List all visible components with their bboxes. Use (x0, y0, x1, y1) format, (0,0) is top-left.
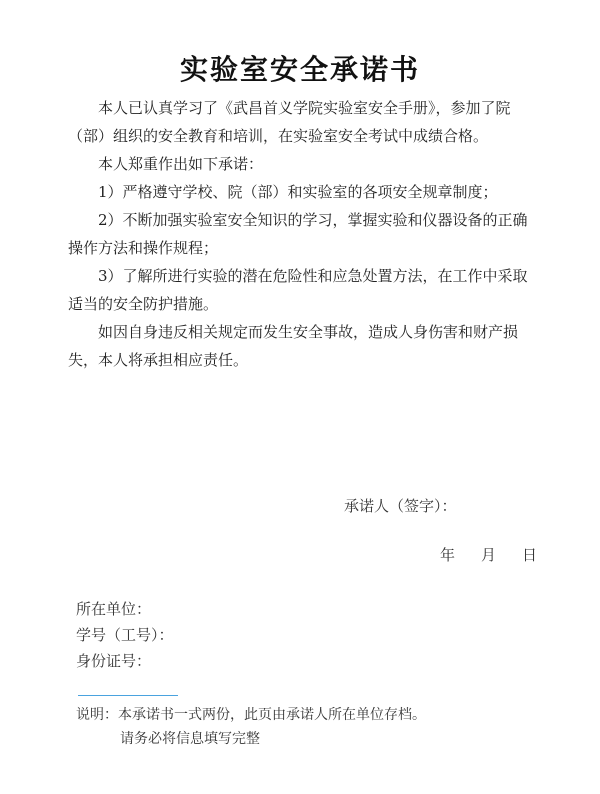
info-fields (76, 596, 174, 674)
signature-label: 承诺人（签字）： (344, 497, 457, 515)
unit-field-label: 所在单位： (76, 600, 152, 618)
commitment-item-1: 1）严格遵守学校、院（部）和实验室的各项安全规章制度； (98, 183, 498, 201)
document-title: 实验室安全承诺书 (179, 53, 420, 86)
paragraph-intro: 本人已认真学习了《武昌首义学院实验室安全手册》，参加了院（部）组织的安全教育和培训，在实验室安全考试中成绩合格。 (68, 99, 511, 145)
date-day-label: 日 (522, 546, 538, 564)
date-month-label: 月 (481, 546, 497, 564)
note-divider (78, 695, 178, 696)
note-section (76, 703, 426, 751)
note-line-2: 请务必将信息填写完整 (120, 731, 260, 747)
commitment-item-2: 2）不断加强实验室安全知识的学习，掌握实验和仪器设备的正确操作方法和操作规程； (68, 211, 528, 257)
date-line (440, 544, 537, 565)
date-year-label: 年 (440, 546, 456, 564)
id-card-field-label: 身份证号： (76, 652, 152, 670)
commitment-item-3: 3）了解所进行实验的潜在危险性和应急处置方法，在工作中采取适当的安全防护措施。 (68, 267, 528, 313)
note-line-1: 说明：本承诺书一式两份，此页由承诺人所在单位存档。 (76, 707, 426, 723)
paragraph-liability: 如因自身违反相关规定而发生安全事故，造成人身伤害和财产损失，本人将承担相应责任。 (68, 323, 519, 369)
paragraph-commitment-lead: 本人郑重作出如下承诺： (98, 155, 264, 173)
commitment-body (68, 94, 538, 374)
student-id-field-label: 学号（工号）： (76, 626, 174, 644)
